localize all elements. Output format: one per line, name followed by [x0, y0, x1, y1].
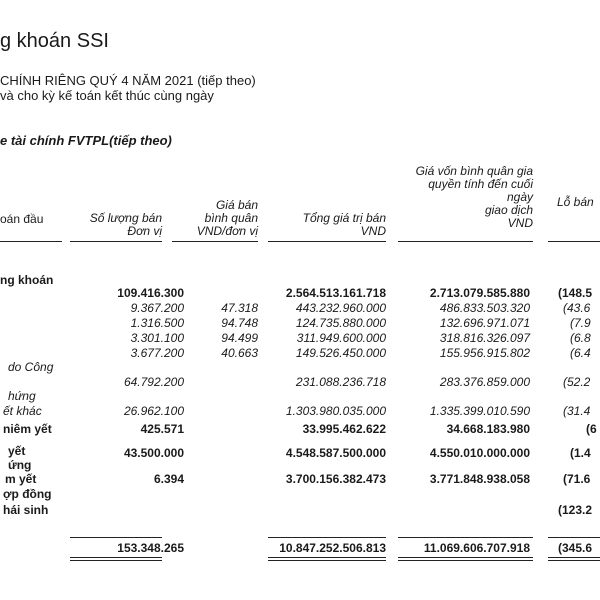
- row-price: 40.663: [221, 346, 258, 360]
- company-name: g khoán SSI: [0, 30, 109, 52]
- total-line-total: [268, 537, 386, 538]
- row-total: 124.735.880.000: [295, 316, 386, 330]
- row-loss: (31.4: [563, 404, 591, 418]
- row-qty: 3.301.100: [130, 331, 184, 345]
- total-loss: (345.6: [558, 541, 593, 555]
- double-line-loss-2: [548, 560, 600, 561]
- row-cost: 3.771.848.938.058: [429, 472, 530, 486]
- row-label: yết: [8, 444, 26, 458]
- total-qty: 153.348.265: [117, 541, 184, 555]
- row-price: 47.318: [221, 301, 258, 315]
- row-loss: (6.8: [570, 331, 591, 345]
- row-total: 4.548.587.500.000: [285, 446, 386, 460]
- double-line-total-1: [268, 557, 386, 558]
- row-loss: (6.4: [570, 346, 591, 360]
- header-underline-price: [172, 241, 258, 242]
- col-header-loss: Lỗ bán: [557, 195, 594, 209]
- report-title: CHÍNH RIÊNG QUÝ 4 NĂM 2021 (tiếp theo): [0, 73, 256, 88]
- row-cost: 283.376.859.000: [439, 375, 530, 389]
- header-underline-loss: [548, 241, 600, 242]
- row-loss: (52.2: [563, 375, 591, 389]
- row-total: 231.088.236.718: [295, 375, 386, 389]
- report-period: và cho kỳ kế toán kết thúc cùng ngày: [0, 88, 214, 103]
- row-total: 2.564.513.161.718: [285, 286, 386, 300]
- row-qty: 6.394: [153, 472, 184, 486]
- total-line-cost: [398, 537, 533, 538]
- row-label: hứng: [8, 389, 36, 403]
- row-price: 94.499: [221, 331, 258, 345]
- row-total: 149.526.450.000: [295, 346, 386, 360]
- double-line-cost-1: [398, 557, 533, 558]
- double-line-total-2: [268, 560, 386, 561]
- col-header-qty: Số lượng bán Đơn vị: [89, 211, 162, 238]
- total-line-qty: [70, 537, 162, 538]
- total-line-loss: [548, 537, 600, 538]
- row-price: 94.748: [221, 316, 258, 330]
- row-label: do Công: [8, 360, 54, 374]
- row-loss: (43.6: [563, 301, 591, 315]
- row-cost: 486.833.503.320: [439, 301, 530, 315]
- double-line-qty-1: [70, 557, 162, 558]
- row-total: 33.995.462.622: [302, 422, 386, 436]
- col-header-price: Giá bán bình quân VND/đơn vị: [196, 198, 258, 238]
- row-total: 3.700.156.382.473: [285, 472, 386, 486]
- col-header-cost: Giá vốn bình quân gia quyền tính đến cuối ngày giao dịch VND: [415, 164, 533, 230]
- double-line-cost-2: [398, 560, 533, 561]
- col-header-total: Tổng giá trị bán VND: [302, 211, 386, 238]
- row-qty: 64.792.200: [123, 375, 184, 389]
- row-total: 1.303.980.035.000: [285, 404, 386, 418]
- row-loss: (71.6: [563, 472, 591, 486]
- row-label: ợp đồng: [3, 487, 52, 501]
- row-loss: (1.4: [570, 446, 591, 460]
- row-qty: 43.500.000: [123, 446, 184, 460]
- row-qty: 3.677.200: [130, 346, 184, 360]
- total-cost: 11.069.606.707.918: [423, 541, 530, 555]
- row-qty: 9.367.200: [130, 301, 184, 315]
- row-label: niêm yết: [3, 422, 52, 436]
- row-cost: 4.550.010.000.000: [429, 446, 530, 460]
- row-cost: 132.696.971.071: [439, 316, 530, 330]
- double-line-qty-2: [70, 560, 162, 561]
- row-label: hái sinh: [3, 503, 49, 517]
- row-qty: 109.416.300: [117, 286, 184, 300]
- row-qty: 1.316.500: [130, 316, 184, 330]
- double-line-loss-1: [548, 557, 600, 558]
- row-loss: (7.9: [570, 316, 591, 330]
- row-cost: 155.956.915.802: [439, 346, 530, 360]
- row-loss: (6: [586, 422, 597, 436]
- col-header-opening: oán đầu: [0, 212, 44, 226]
- row-cost: 2.713.079.585.880: [429, 286, 530, 300]
- row-label: m yết: [5, 472, 37, 486]
- row-cost: 318.816.326.097: [439, 331, 530, 345]
- header-underline-cost: [398, 241, 533, 242]
- header-underline-qty: [70, 241, 162, 242]
- row-loss: (148.5: [558, 286, 593, 300]
- row-qty: 425.571: [140, 422, 184, 436]
- row-qty: 26.962.100: [123, 404, 184, 418]
- row-cost: 1.335.399.010.590: [429, 404, 530, 418]
- header-underline-opening: [0, 241, 62, 242]
- total-total: 10.847.252.506.813: [279, 541, 386, 555]
- row-label: ết khác: [3, 404, 42, 418]
- section-title: e tài chính FVTPL(tiếp theo): [0, 133, 172, 148]
- row-total: 311.949.600.000: [296, 331, 386, 345]
- row-label: ng khoán: [0, 273, 54, 287]
- row-total: 443.232.960.000: [295, 301, 386, 315]
- row-label: ứng: [8, 458, 32, 472]
- row-cost: 34.668.183.980: [446, 422, 530, 436]
- row-loss: (123.2: [558, 503, 593, 517]
- header-underline-total: [268, 241, 386, 242]
